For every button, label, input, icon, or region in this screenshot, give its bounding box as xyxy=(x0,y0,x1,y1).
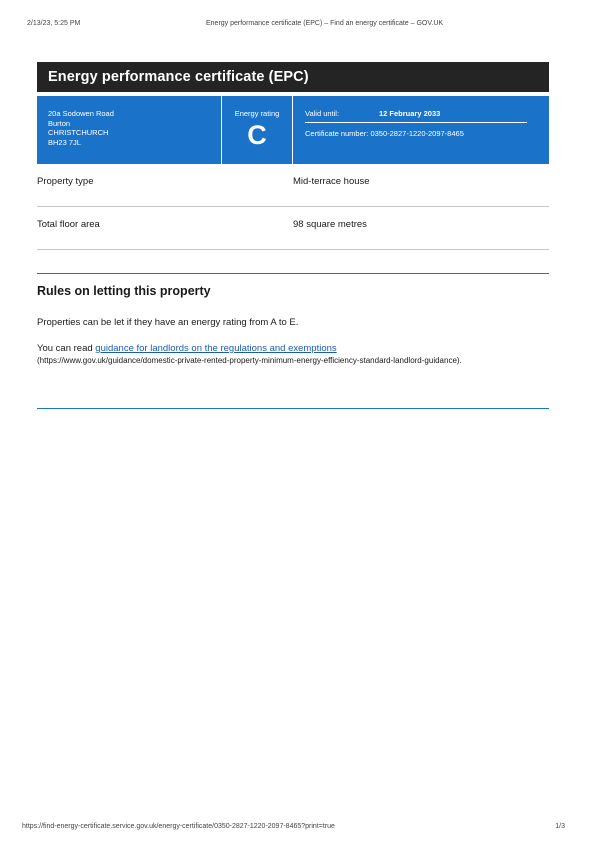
energy-rating-value: C xyxy=(247,120,267,150)
landlord-guidance-link[interactable]: guidance for landlords on the regulations and exemptions xyxy=(95,343,337,354)
letting-rules-section xyxy=(37,273,549,409)
guidance-suffix: . xyxy=(459,356,462,365)
address-line-4: BH23 7JL xyxy=(48,137,81,147)
address-line-3: CHRISTCHURCH xyxy=(48,128,109,137)
property-type-value: Mid-terrace house xyxy=(293,176,370,187)
guidance-link-url: (https://www.gov.uk/guidance/domestic-private-rented-property-minimum-energy-efficiency-standard-landlord-guidance) xyxy=(37,356,460,365)
certificate-title: Energy performance certificate (EPC) xyxy=(48,69,309,85)
certificate-number-row xyxy=(305,129,537,138)
address-line-2: Burton xyxy=(48,118,71,128)
print-footer xyxy=(0,823,595,835)
certificate-number-label: Certificate number: xyxy=(305,129,369,138)
guidance-prefix: You can read xyxy=(37,343,93,354)
certificate-meta xyxy=(293,96,549,164)
print-date: 2/13/23, 5:25 PM xyxy=(27,20,81,27)
property-type-label: Property type xyxy=(37,176,94,187)
letting-rules-heading: Rules on letting this property xyxy=(37,284,211,298)
energy-rating-label: Energy rating xyxy=(234,109,280,118)
floor-area-value: 98 square metres xyxy=(293,219,367,230)
print-page-title: Energy performance certificate (EPC) – Find an energy certificate – GOV.UK xyxy=(206,20,444,27)
property-address xyxy=(37,96,221,164)
letting-rules-text: Properties can be let if they have an energy rating from A to E. xyxy=(37,317,299,328)
certificate-summary-panel xyxy=(37,96,549,164)
valid-until-date: 12 February 2033 xyxy=(379,109,441,118)
print-page-url: https://find-energy-certificate.service.gov.uk/energy-certificate/0350-2827-1220-2097-8465?print=true xyxy=(22,823,335,830)
certificate-content xyxy=(37,62,549,409)
floor-area-label: Total floor area xyxy=(37,219,100,230)
certificate-number-value: 0350-2827-1220-2097-8465 xyxy=(370,129,464,138)
certificate-title-bar xyxy=(37,62,549,92)
valid-until-row xyxy=(305,109,527,123)
landlord-guidance-text xyxy=(37,343,537,367)
energy-rating-box xyxy=(221,96,293,164)
print-page-number: 1/3 xyxy=(555,823,565,830)
address-line-1: 20a Sodowen Road xyxy=(48,109,114,118)
floor-area-row xyxy=(37,207,549,250)
print-header xyxy=(0,20,595,32)
property-type-row xyxy=(37,164,549,207)
valid-until-label: Valid until: xyxy=(305,109,340,118)
